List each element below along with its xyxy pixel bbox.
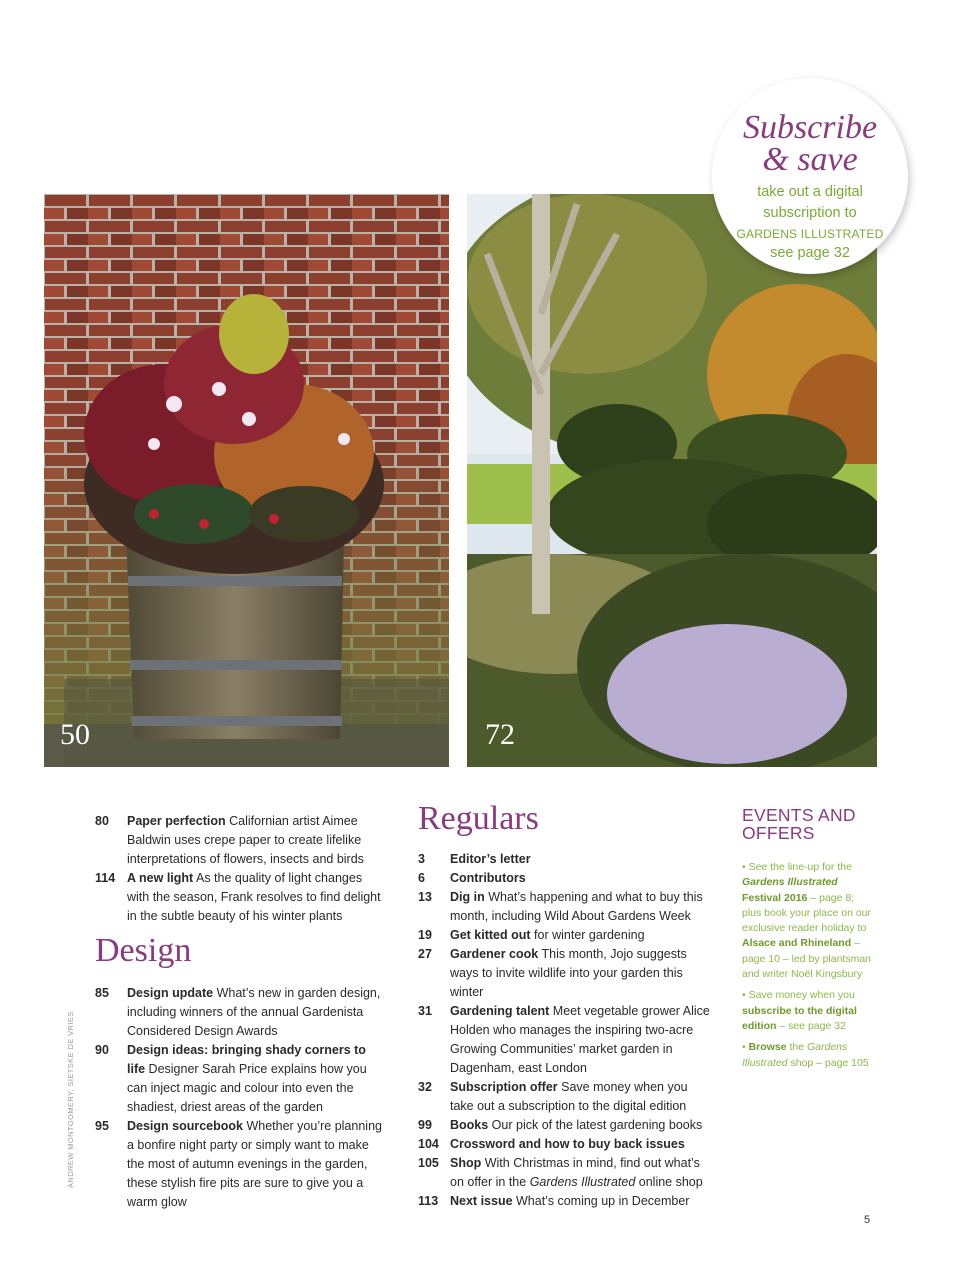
events-text: – page 10 – led by plantsman and writer Noël Kingsbury xyxy=(742,937,872,981)
item-title: Books xyxy=(450,1118,489,1132)
item-page-number: 32 xyxy=(418,1080,432,1094)
item-description: Meet vegetable grower Alice Holden who manages the inspiring two-acre Growing Communities’ market garden in Dagenham, east London xyxy=(450,1004,710,1075)
item-description-tail: online shop xyxy=(635,1175,703,1189)
subscribe-title: Subscribe xyxy=(742,109,878,146)
item-title: Editor’s letter xyxy=(450,852,531,866)
events-magazine-name: Gardens Illustrated xyxy=(742,1041,848,1069)
subscribe-page-ref: see page 32 xyxy=(770,245,850,261)
list-item[interactable] xyxy=(95,1117,385,1212)
list-item[interactable] xyxy=(418,1078,710,1116)
item-page-number: 3 xyxy=(418,852,425,866)
events-item[interactable] xyxy=(742,988,874,1034)
item-description: Save money when you take out a subscription to the digital edition xyxy=(450,1080,688,1113)
regulars-heading: Regulars xyxy=(418,800,539,837)
photo-page-number: 50 xyxy=(60,718,90,751)
item-description: Whether you’re planning a bonfire night party or simply want to make the most of autumn evenings in the garden, these stylish fire pits are sure to give you a warm glow xyxy=(127,1119,382,1209)
events-text: • xyxy=(742,1041,749,1054)
list-item[interactable] xyxy=(95,812,385,869)
events-text: shop – page 105 xyxy=(787,1056,869,1069)
list-item[interactable] xyxy=(418,888,710,926)
item-title: Shop xyxy=(450,1156,482,1170)
item-title: Next issue xyxy=(450,1194,513,1208)
item-title: Paper perfection xyxy=(127,814,226,828)
item-page-number: 95 xyxy=(95,1119,109,1133)
subscribe-line-1: take out a digital xyxy=(757,184,863,200)
list-item[interactable] xyxy=(418,850,710,869)
events-destination: Alsace and Rhineland xyxy=(742,937,852,950)
events-text: • See the line-up for the xyxy=(742,861,852,873)
list-item[interactable] xyxy=(95,1041,385,1117)
design-list xyxy=(95,984,385,1212)
garden-illustration xyxy=(467,194,877,767)
item-page-number: 85 xyxy=(95,986,109,1000)
events-item[interactable] xyxy=(742,860,874,982)
item-page-number: 19 xyxy=(418,928,432,942)
regulars-list xyxy=(418,850,710,1211)
subscribe-magazine: GARDENS ILLUSTRATED xyxy=(736,227,884,241)
list-item[interactable] xyxy=(418,1154,710,1192)
item-title: Get kitted out xyxy=(450,928,531,942)
garden-photo[interactable] xyxy=(467,194,877,767)
item-description: What’s coming up in December xyxy=(512,1194,690,1208)
list-item[interactable] xyxy=(418,869,710,888)
item-description: What’s new in garden design, including winners of the annual Gardenista Considered Design Awards xyxy=(127,986,381,1038)
events-magazine-name: Gardens Illustrated xyxy=(742,876,838,889)
list-item[interactable] xyxy=(95,869,385,926)
events-heading: EVENTS AND xyxy=(742,805,856,825)
item-page-number: 27 xyxy=(418,947,432,961)
item-page-number: 6 xyxy=(418,871,425,885)
item-title: Contributors xyxy=(450,871,526,885)
item-description: With Christmas in mind, find out what’s on offer in the xyxy=(450,1156,700,1189)
planter-photo[interactable] xyxy=(44,194,449,767)
events-subscribe-link: subscribe to the digital edition xyxy=(742,1004,857,1032)
planter-illustration xyxy=(44,194,449,767)
item-description: Californian artist Aimee Baldwin uses crepe paper to create lifelike interpretations of flowers, insects and birds xyxy=(127,814,364,866)
list-item[interactable] xyxy=(418,945,710,1002)
subscribe-line-2: subscription to xyxy=(763,205,857,221)
item-title: Dig in xyxy=(450,890,485,904)
item-page-number: 105 xyxy=(418,1156,439,1170)
events-item[interactable] xyxy=(742,1040,874,1071)
item-magazine-name: Gardens Illustrated xyxy=(529,1175,636,1189)
item-title: Crossword and how to buy back issues xyxy=(450,1137,685,1151)
features-list xyxy=(95,812,385,926)
item-title: Design sourcebook xyxy=(127,1119,243,1133)
item-page-number: 13 xyxy=(418,890,432,904)
list-item[interactable] xyxy=(95,984,385,1041)
item-title: A new light xyxy=(127,871,194,885)
item-page-number: 80 xyxy=(95,814,109,828)
list-item[interactable] xyxy=(418,1002,710,1078)
item-description: Our pick of the latest gardening books xyxy=(488,1118,703,1132)
item-description: for winter gardening xyxy=(530,928,645,942)
item-page-number: 104 xyxy=(418,1137,439,1151)
item-title: Subscription offer xyxy=(450,1080,558,1094)
item-page-number: 113 xyxy=(418,1194,439,1208)
item-description: Designer Sarah Price explains how you can inject magic and colour into even the shadiest, driest areas of the garden xyxy=(127,1062,367,1114)
item-title: Gardener cook xyxy=(450,947,539,961)
list-item[interactable] xyxy=(418,1116,710,1135)
subscribe-badge[interactable] xyxy=(712,78,908,274)
page-number: 5 xyxy=(864,1214,871,1226)
item-description: What’s happening and what to buy this month, including Wild About Gardens Week xyxy=(450,890,703,923)
list-item[interactable] xyxy=(418,1192,710,1211)
item-title: Design ideas: bringing shady corners to life xyxy=(127,1043,366,1076)
events-offers xyxy=(742,806,874,1077)
item-page-number: 90 xyxy=(95,1043,109,1057)
events-text: – see page 32 xyxy=(776,1019,846,1032)
design-heading: Design xyxy=(95,932,192,969)
item-description: This month, Jojo suggests ways to invite wildlife into your garden this winter xyxy=(450,947,687,999)
item-title: Gardening talent xyxy=(450,1004,550,1018)
events-browse-link: Browse xyxy=(748,1041,787,1054)
list-item[interactable] xyxy=(418,1135,710,1154)
item-page-number: 31 xyxy=(418,1004,432,1018)
photo-page-number: 72 xyxy=(485,718,515,751)
subscribe-subtitle: & save xyxy=(762,141,858,178)
events-heading: OFFERS xyxy=(742,823,815,843)
item-description: As the quality of light changes with the season, Frank resolves to find delight in the subtle beauty of his winter plants xyxy=(127,871,381,923)
events-text: • Save money when you xyxy=(742,989,855,1002)
photo-credit: ANDREW MONTGOMERY, SIETSKE DE VRIES xyxy=(66,1011,75,1188)
item-page-number: 114 xyxy=(95,871,116,885)
item-title: Design update xyxy=(127,986,214,1000)
events-festival: Festival 2016 xyxy=(742,891,808,904)
list-item[interactable] xyxy=(418,926,710,945)
events-text: the xyxy=(786,1041,807,1054)
events-text: – page 8; plus book your place on our exclusive reader holiday to xyxy=(742,891,871,935)
item-page-number: 99 xyxy=(418,1118,432,1132)
